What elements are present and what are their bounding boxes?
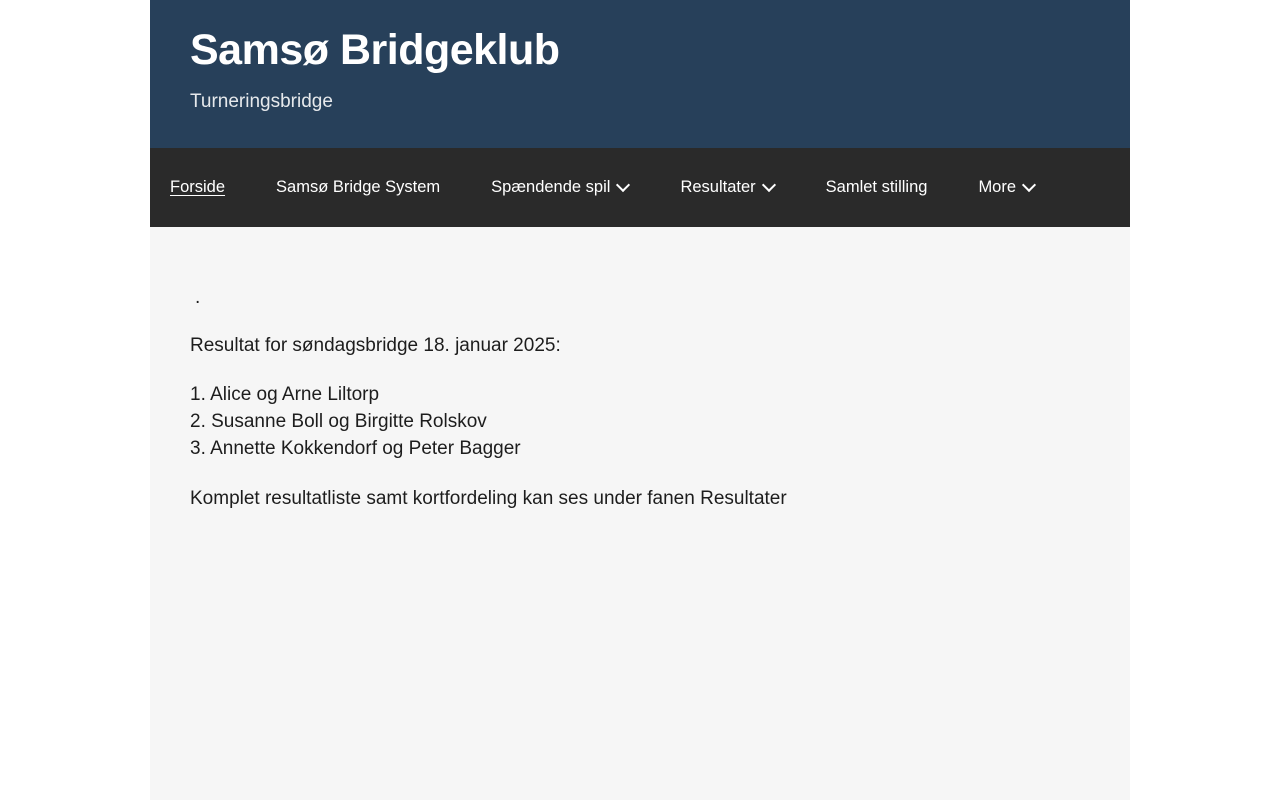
site-title: Samsø Bridgeklub (190, 26, 560, 74)
list-item: 3. Annette Kokkendorf og Peter Bagger (190, 438, 521, 460)
nav-item-label: Samlet stilling (825, 178, 928, 197)
nav-item-spaendende-spil[interactable] (491, 179, 654, 196)
content-dot: . (195, 287, 201, 308)
chevron-down-icon[interactable] (1024, 180, 1035, 191)
site-container (150, 0, 1130, 800)
site-tagline: Turneringsbridge (190, 91, 333, 113)
main-content (150, 227, 1130, 576)
chevron-down-icon[interactable] (618, 180, 629, 191)
nav-item-label: Samsø Bridge System (276, 178, 441, 197)
list-item: 1. Alice og Arne Liltorp (190, 384, 380, 406)
results-list (190, 382, 1110, 463)
nav-item-samlet-stilling[interactable] (826, 179, 953, 196)
result-heading: Resultat for søndagsbridge 18. januar 2025: (190, 334, 561, 356)
nav-item-more[interactable] (978, 179, 1060, 196)
nav-item-label: Resultater (680, 178, 756, 197)
nav-item-label: More (978, 178, 1017, 197)
primary-navigation (150, 148, 1130, 227)
site-header (150, 0, 1130, 148)
nav-item-forside[interactable] (170, 179, 250, 196)
list-item: 2. Susanne Boll og Birgitte Rolskov (190, 411, 487, 433)
nav-item-samsoe-bridge-system[interactable] (276, 179, 465, 196)
nav-item-label: Spændende spil (491, 178, 611, 197)
nav-item-resultater[interactable] (680, 179, 799, 196)
footer-note: Komplet resultatliste samt kortfordeling kan ses under fanen Resultater (190, 488, 787, 510)
chevron-down-icon[interactable] (764, 180, 775, 191)
nav-item-label: Forside (170, 178, 226, 197)
